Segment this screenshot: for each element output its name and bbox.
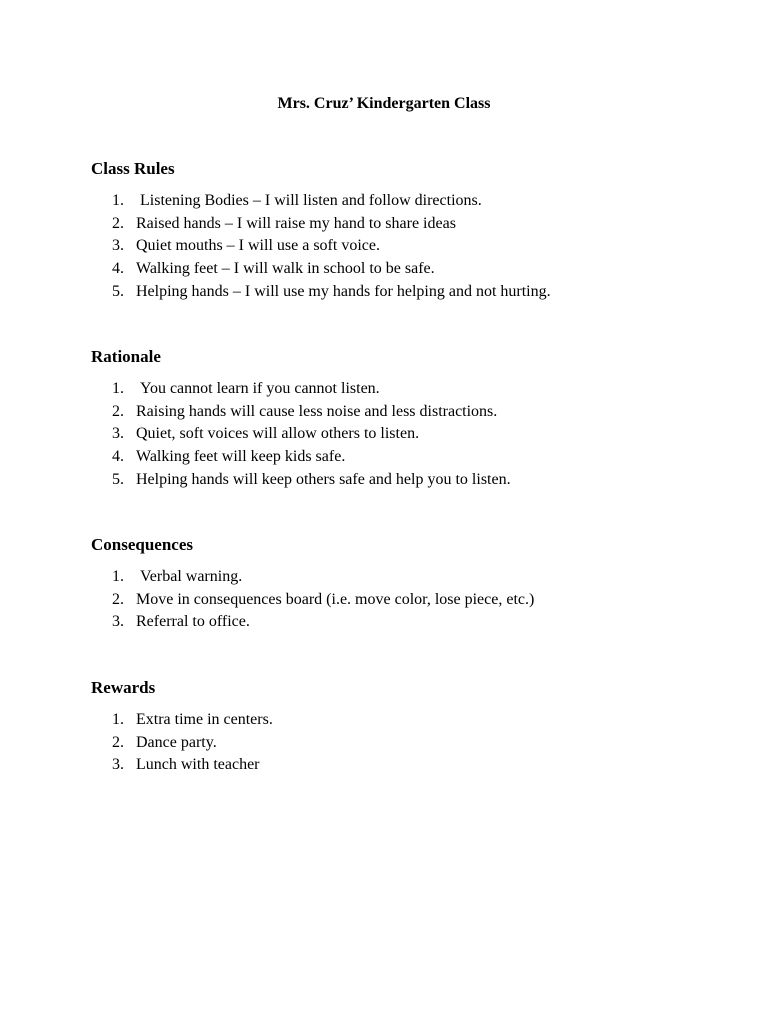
item-number: 4. <box>112 260 124 278</box>
list-item <box>91 214 731 237</box>
section-rationale <box>91 347 731 492</box>
list-item <box>91 447 731 470</box>
list-item <box>91 282 731 305</box>
item-text: Raised hands – I will raise my hand to share ideas <box>136 214 456 232</box>
item-text: Verbal warning. <box>140 568 243 585</box>
item-text: Helping hands will keep others safe and help you to listen. <box>136 470 511 488</box>
item-number: 1. <box>112 711 124 728</box>
item-number: 2. <box>112 214 124 232</box>
section-class-rules <box>91 159 731 304</box>
section-rewards <box>91 678 731 778</box>
item-text: You cannot learn if you cannot listen. <box>140 380 380 397</box>
rationale-list <box>91 379 731 492</box>
list-item <box>91 470 731 493</box>
item-number: 1. <box>112 192 124 209</box>
section-heading: Rewards <box>91 678 156 697</box>
item-number: 3. <box>112 425 124 443</box>
section-consequences <box>91 535 731 635</box>
item-number: 3. <box>112 237 124 255</box>
item-text: Walking feet will keep kids safe. <box>136 448 346 466</box>
document-title: Mrs. Cruz’ Kindergarten Class <box>277 95 491 112</box>
item-number: 4. <box>112 448 124 466</box>
item-text: Helping hands – I will use my hands for helping and not hurting. <box>136 282 551 300</box>
item-text: Referral to office. <box>136 613 250 631</box>
item-text: Walking feet – I will walk in school to be safe. <box>136 260 435 278</box>
item-number: 5. <box>112 470 124 488</box>
list-item <box>91 402 731 425</box>
item-text: Quiet, soft voices will allow others to listen. <box>136 425 420 443</box>
item-text: Lunch with teacher <box>136 756 260 774</box>
list-item <box>91 191 731 214</box>
item-number: 2. <box>112 590 124 608</box>
list-item <box>91 424 731 447</box>
list-item <box>91 236 731 259</box>
item-text: Dance party. <box>136 733 217 751</box>
item-number: 1. <box>112 568 124 585</box>
list-item <box>91 755 731 778</box>
list-item <box>91 259 731 282</box>
list-item <box>91 590 731 613</box>
item-number: 3. <box>112 613 124 631</box>
list-item <box>91 710 731 733</box>
item-number: 2. <box>112 402 124 420</box>
item-number: 2. <box>112 733 124 751</box>
list-item <box>91 733 731 756</box>
item-text: Move in consequences board (i.e. move color, lose piece, etc.) <box>136 590 535 608</box>
item-text: Extra time in centers. <box>136 711 273 728</box>
item-text: Quiet mouths – I will use a soft voice. <box>136 237 380 255</box>
list-item <box>91 379 731 402</box>
item-number: 3. <box>112 756 124 774</box>
item-number: 5. <box>112 282 124 300</box>
item-text: Listening Bodies – I will listen and follow directions. <box>140 192 482 209</box>
list-item <box>91 612 731 635</box>
list-item <box>91 567 731 590</box>
item-number: 1. <box>112 380 124 397</box>
rewards-list <box>91 710 731 778</box>
section-heading: Consequences <box>91 535 194 554</box>
consequences-list <box>91 567 731 635</box>
section-heading: Rationale <box>91 347 161 366</box>
rules-list <box>91 191 731 304</box>
item-text: Raising hands will cause less noise and less distractions. <box>136 402 498 420</box>
section-heading: Class Rules <box>91 159 175 178</box>
